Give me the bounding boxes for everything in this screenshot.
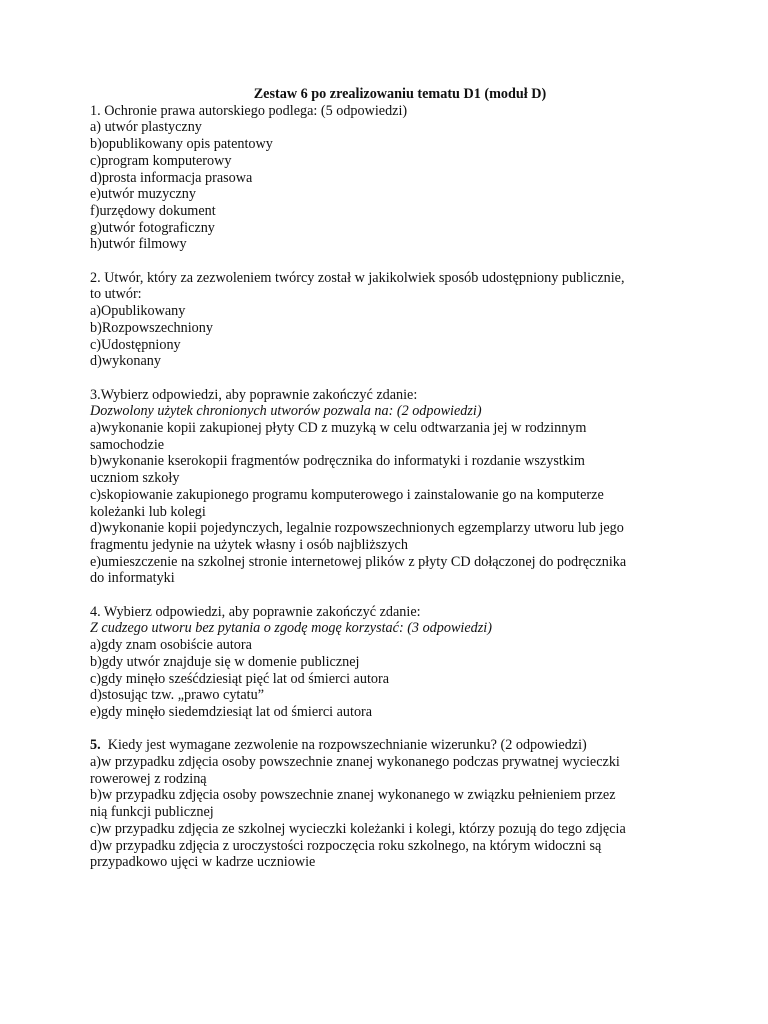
answer-1b: b)opublikowany opis patentowy xyxy=(90,136,273,153)
spacer xyxy=(90,253,690,270)
answer-3c-line-2: koleżanki lub kolegi xyxy=(90,503,206,520)
answer-1g: g)utwór fotograficzny xyxy=(90,219,215,236)
answer-1h: h)utwór filmowy xyxy=(90,236,187,253)
answer-4a: a)gdy znam osobiście autora xyxy=(90,637,252,654)
answer-4b: b)gdy utwór znajduje się w domenie publicznej xyxy=(90,653,360,670)
answer-5a-line-1: a)w przypadku zdjęcia osoby powszechnie znanej wykonanego podczas prywatnej wycieczki xyxy=(90,754,620,771)
answer-1a: a) utwór plastyczny xyxy=(90,119,202,136)
spacer xyxy=(90,721,690,738)
question-2-prompt-line-1: 2. Utwór, który za zezwoleniem twórcy został w jakikolwiek sposób udostępniony publicznie, xyxy=(90,269,625,286)
answer-5b-line-2: nią funkcji publicznej xyxy=(90,804,214,821)
answer-3a-line-2: samochodzie xyxy=(90,436,165,453)
answer-1d: d)prosta informacja prasowa xyxy=(90,169,253,186)
answer-5c: c)w przypadku zdjęcia ze szkolnej wycieczki koleżanki i kolegi, którzy pozują do tego zdjęcia xyxy=(90,820,626,837)
question-2-prompt-line-2: to utwór: xyxy=(90,286,142,303)
answer-4c: c)gdy minęło sześćdziesiąt pięć lat od śmierci autora xyxy=(90,670,390,687)
answer-5d-line-2: przypadkowo ujęci w kadrze uczniowie xyxy=(90,854,316,871)
answer-4d: d)stosując tzw. „prawo cytatu” xyxy=(90,687,264,704)
question-4-prompt: 4. Wybierz odpowiedzi, aby poprawnie zakończyć zdanie: xyxy=(90,603,421,620)
question-2 xyxy=(90,270,690,370)
answer-3b-line-2: uczniom szkoły xyxy=(90,470,180,487)
question-5-number: 5. xyxy=(90,737,101,754)
question-5 xyxy=(90,737,690,871)
answer-5d-line-1: d)w przypadku zdjęcia z uroczystości rozpoczęcia roku szkolnego, na którym widoczni są xyxy=(90,837,602,854)
answer-2a: a)Opublikowany xyxy=(90,303,186,320)
answer-3d-line-1: d)wykonanie kopii pojedynczych, legalnie rozpowszechnionych egzemplarzy utworu lub jego xyxy=(90,520,624,537)
answer-5b-line-1: b)w przypadku zdjęcia osoby powszechnie znanej wykonanego w związku pełnieniem przez xyxy=(90,787,616,804)
question-5-prompt: Kiedy jest wymagane zezwolenie na rozpowszechnianie wizerunku? (2 odpowiedzi) xyxy=(107,737,587,754)
question-1 xyxy=(90,103,690,253)
answer-1e: e)utwór muzyczny xyxy=(90,186,196,203)
answer-4e: e)gdy minęło siedemdziesiąt lat od śmierci autora xyxy=(90,703,373,720)
question-3 xyxy=(90,387,690,587)
question-4-subprompt: Z cudzego utworu bez pytania o zgodę mogę korzystać: (3 odpowiedzi) xyxy=(90,620,492,637)
answer-3d-line-2: fragmentu jedynie na użytek własny i osób najbliższych xyxy=(90,536,408,553)
answer-3b-line-1: b)wykonanie kserokopii fragmentów podręcznika do informatyki i rozdanie wszystkim xyxy=(90,453,585,470)
answer-1f: f)urzędowy dokument xyxy=(90,202,216,219)
answer-5a-line-2: rowerowej z rodziną xyxy=(90,770,207,787)
answer-3e-line-1: e)umieszczenie na szkolnej stronie internetowej plików z płyty CD dołączonej do podręcznika xyxy=(90,553,627,570)
answer-3e-line-2: do informatyki xyxy=(90,570,175,587)
answer-2d: d)wykonany xyxy=(90,353,161,370)
question-3-subprompt: Dozwolony użytek chronionych utworów pozwala na: (2 odpowiedzi) xyxy=(90,403,482,420)
answer-3c-line-1: c)skopiowanie zakupionego programu komputerowego i zainstalowanie go na komputerze xyxy=(90,486,604,503)
page-title: Zestaw 6 po zrealizowaniu tematu D1 (moduł D) xyxy=(253,86,547,102)
answer-3a-line-1: a)wykonanie kopii zakupionej płyty CD z muzyką w celu odtwarzania jej w rodzinnym xyxy=(90,420,587,437)
answer-1c: c)program komputerowy xyxy=(90,152,232,169)
answer-2b: b)Rozpowszechniony xyxy=(90,319,213,336)
question-4 xyxy=(90,604,690,721)
answer-2c: c)Udostępniony xyxy=(90,336,181,353)
document-page xyxy=(90,86,690,871)
spacer xyxy=(90,370,690,387)
question-3-prompt: 3.Wybierz odpowiedzi, aby poprawnie zakończyć zdanie: xyxy=(90,386,418,403)
spacer xyxy=(90,587,690,604)
question-1-prompt: 1. Ochronie prawa autorskiego podlega: (5 odpowiedzi) xyxy=(90,102,408,119)
question-5-prompt-row xyxy=(90,737,690,754)
